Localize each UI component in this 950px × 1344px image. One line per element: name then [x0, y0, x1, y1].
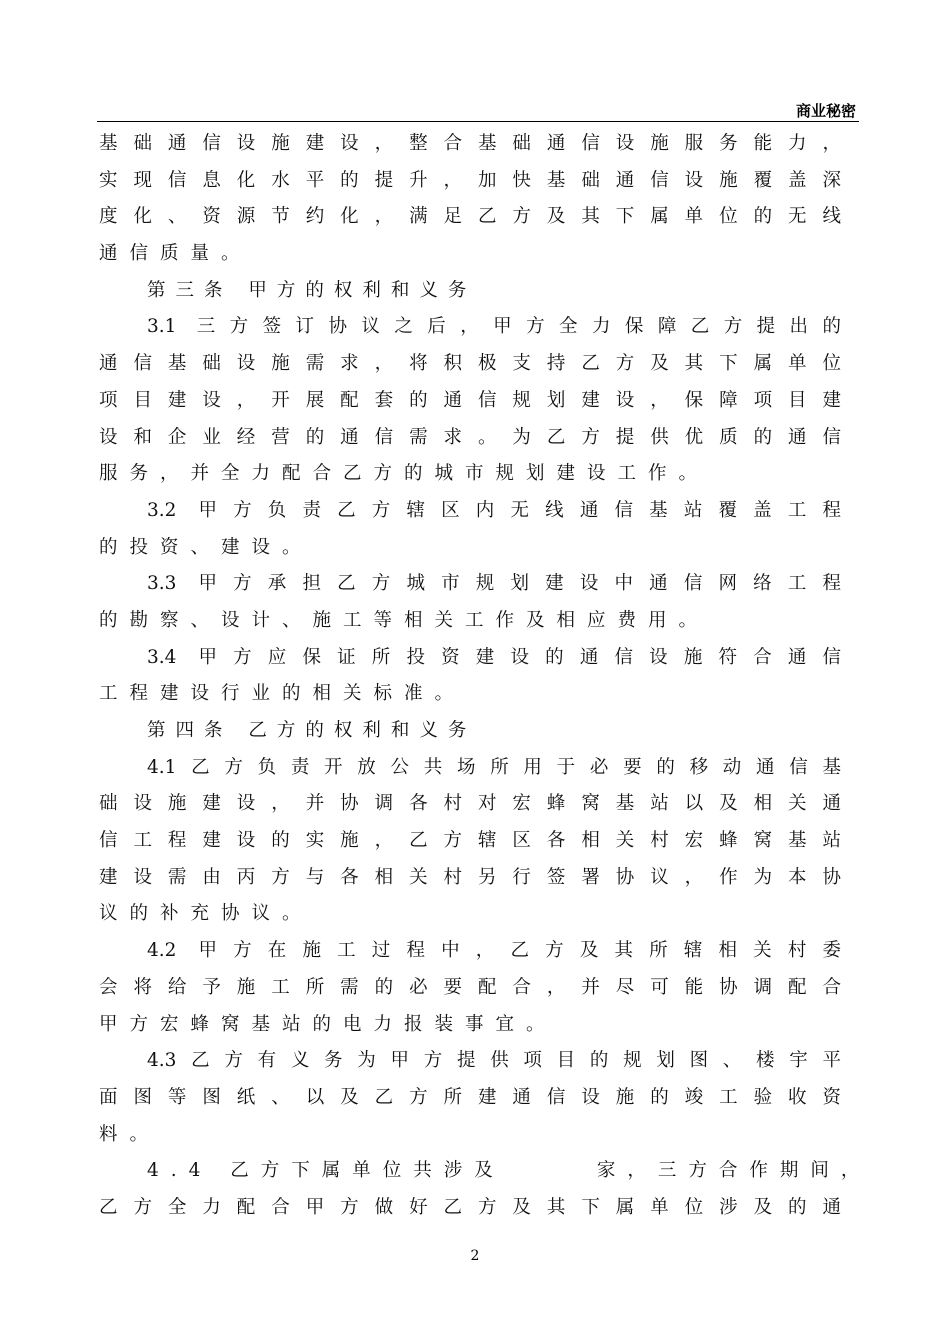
- text-line: 议的补充协议。: [99, 903, 313, 925]
- text-line: 信工程建设的实施，乙方辖区各相关村宏蜂窝基站: [99, 830, 841, 852]
- text-line: 4.3乙方有义务为甲方提供项目的规划图、楼宇平: [147, 1050, 841, 1072]
- text-line: 乙方全力配合甲方做好乙方及其下属单位涉及的通: [99, 1196, 841, 1218]
- text-line: 面图等图纸、以及乙方所建通信设施的竣工验收资: [99, 1086, 841, 1108]
- text-line: 3.1 三方签订协议之后，甲方全力保障乙方提出的: [147, 316, 841, 338]
- section-heading-4: 第四条 乙方的权利和义务: [147, 720, 477, 741]
- text-segment: 4.4 乙方下属单位共涉及: [147, 1160, 505, 1182]
- text-line: 通信基础设施需求，将积极支持乙方及其下属单位: [99, 353, 841, 375]
- text-line: 工程建设行业的相关标准。: [99, 683, 466, 705]
- text-line: 甲方宏蜂窝基站的电力报装事宜。: [99, 1013, 557, 1035]
- text-line: 实现信息化水平的提升，加快基础通信设施覆盖深: [99, 169, 841, 191]
- text-line: 度化、资源节约化，满足乙方及其下属单位的无线: [99, 206, 841, 228]
- body-text: [99, 126, 872, 1227]
- header-confidential-label: 商业秘密: [795, 102, 856, 120]
- text-line: 建设需由丙方与各相关村另行签署协议，作为本协: [99, 866, 841, 888]
- text-line: 的勘察、设计、施工等相关工作及相应费用。: [99, 609, 710, 631]
- text-line: 服务，并全力配合乙方的城市规划建设工作。: [99, 463, 710, 485]
- text-line: 项目建设，开展配套的通信规划建设，保障项目建: [99, 389, 841, 411]
- text-line: 基础通信设施建设，整合基础通信设施服务能力，: [99, 133, 841, 154]
- header-divider: [97, 121, 859, 122]
- text-segment: 家，三方合作期间，: [596, 1160, 872, 1182]
- text-line: 的投资、建设。: [99, 536, 313, 558]
- text-line: 3.2 甲方负责乙方辖区内无线通信基站覆盖工程: [147, 499, 841, 521]
- text-line: 会将给予施工所需的必要配合，并尽可能协调配合: [99, 976, 841, 998]
- text-line: 础设施建设，并协调各村对宏蜂窝基站以及相关通: [99, 793, 841, 815]
- text-line: 设和企业经营的通信需求。为乙方提供优质的通信: [99, 426, 841, 448]
- text-line: 4.2 甲方在施工过程中，乙方及其所辖相关村委: [147, 940, 841, 962]
- section-heading-3: 第三条 甲方的权利和义务: [147, 279, 477, 301]
- text-line: 3.4 甲方应保证所投资建设的通信设施符合通信: [147, 646, 841, 668]
- text-line: 4.1乙方负责开放公共场所用于必要的移动通信基: [147, 756, 841, 778]
- text-line: 通信质量。: [99, 243, 252, 265]
- text-line-with-blank: [99, 1153, 872, 1190]
- text-line: 料。: [99, 1123, 161, 1145]
- text-line: 3.3 甲方承担乙方城市规划建设中通信网络工程: [147, 573, 841, 595]
- page-number: 2: [470, 1248, 480, 1264]
